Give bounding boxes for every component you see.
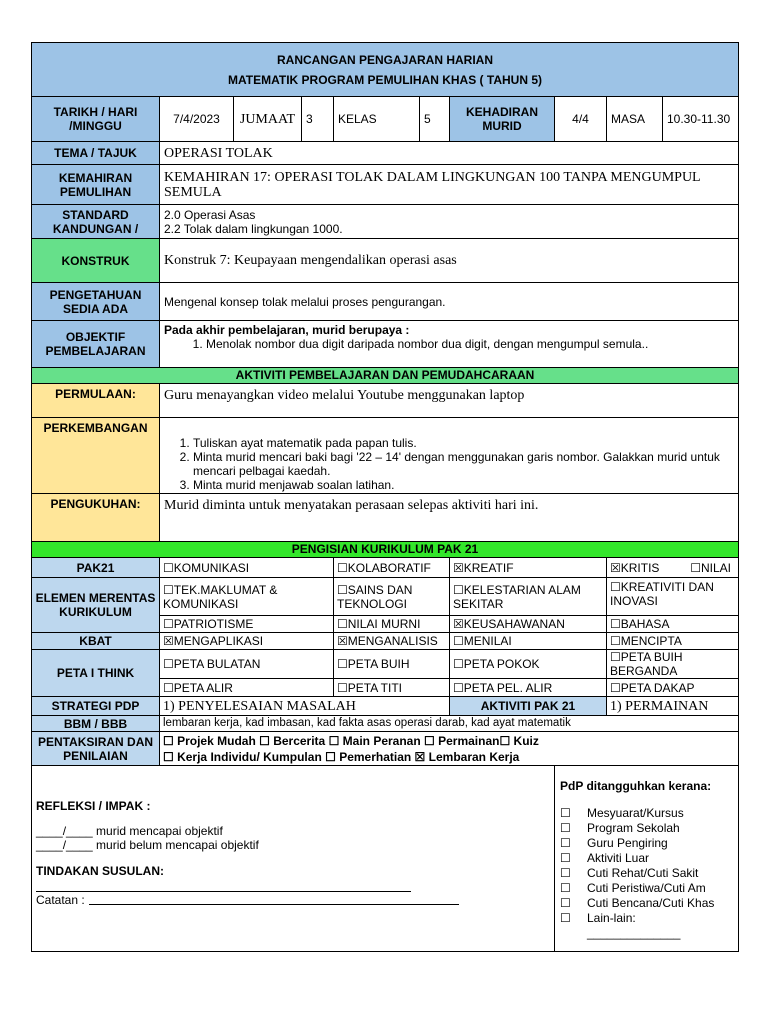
- pak21-nilai[interactable]: ☐NILAI: [690, 560, 732, 575]
- title-line-2: MATEMATIK PROGRAM PEMULIHAN KHAS ( TAHUN 5): [228, 72, 542, 87]
- pak21-komunikasi[interactable]: ☐KOMUNIKASI: [160, 558, 334, 578]
- konstruk-value: Konstruk 7: Keupayaan mengendalikan operasi asas: [160, 239, 739, 283]
- hari-value: JUMAAT: [234, 97, 302, 142]
- aktiviti-header: AKTIVITI PEMBELAJARAN DAN PEMUDAHCARAAN: [32, 368, 739, 384]
- peta-pokok[interactable]: ☐PETA POKOK: [450, 650, 607, 679]
- perkembangan-item: 2. Minta murid mencari baki bagi '22 – 14' dengan menggunakan garis nombor. Galakkan murid untuk mencari pelbagai kaedah.: [193, 450, 734, 478]
- pengetahuan-label: PENGETAHUAN SEDIA ADA: [32, 283, 160, 321]
- kbat-mencipta[interactable]: ☐MENCIPTA: [607, 633, 739, 650]
- pdp-item[interactable]: [560, 866, 733, 881]
- pdp-item-label: Lain-lain:: [587, 911, 636, 925]
- objektif-item: 1. Menolak nombor dua digit daripada nombor dua digit, dengan mengumpul semula..: [206, 337, 734, 351]
- kbat-mengaplikasi[interactable]: ☒MENGAPLIKASI: [160, 633, 334, 650]
- refleksi-cell: [32, 766, 555, 952]
- kbat-label: KBAT: [32, 633, 160, 650]
- pdp-item[interactable]: [560, 851, 733, 866]
- title-cell: [32, 43, 739, 97]
- emk-sains[interactable]: ☐SAINS DAN TEKNOLOGI: [334, 578, 450, 616]
- pdp-checkbox[interactable]: ☐: [560, 896, 571, 910]
- pdp-item-label: Cuti Bencana/Cuti Khas: [587, 896, 715, 910]
- pdp-item-label: Guru Pengiring: [587, 836, 668, 850]
- pdp-item[interactable]: [560, 881, 733, 896]
- pdp-blank[interactable]: ______________: [587, 926, 681, 940]
- pdp-item-label: Aktiviti Luar: [587, 851, 650, 865]
- pdp-list: [560, 806, 733, 941]
- pdp-item-label: Mesyuarat/Kursus: [587, 806, 684, 820]
- perkembangan-item: 3. Minta murid menjawab soalan latihan.: [193, 478, 734, 492]
- emk-keusahawanan[interactable]: ☒KEUSAHAWANAN: [450, 616, 607, 633]
- tema-label: TEMA / TAJUK: [32, 142, 160, 165]
- emk-bahasa[interactable]: ☐BAHASA: [607, 616, 739, 633]
- kelas-label: KELAS: [334, 97, 420, 142]
- pdp-checkbox[interactable]: ☐: [560, 881, 571, 895]
- refleksi-line-2: ____/____ murid belum mencapai objektif: [36, 838, 259, 852]
- pdp-item[interactable]: [560, 836, 733, 851]
- masa-value: 10.30-11.30: [663, 97, 739, 142]
- kemahiran-label: KEMAHIRAN PEMULIHAN: [32, 165, 160, 205]
- pdp-checkbox[interactable]: ☐: [560, 806, 571, 820]
- pdp-title: PdP ditangguhkan kerana:: [560, 779, 712, 793]
- pdp-item[interactable]: [560, 821, 733, 836]
- tema-value: OPERASI TOLAK: [160, 142, 739, 165]
- konstruk-label: KONSTRUK: [32, 239, 160, 283]
- permulaan-value: Guru menayangkan video melalui Youtube menggunakan laptop: [160, 384, 739, 418]
- pdp-checkbox[interactable]: ☐: [560, 821, 571, 835]
- lesson-plan-table: [31, 42, 739, 952]
- objektif-label: OBJEKTIF PEMBELAJARAN: [32, 321, 160, 368]
- tindakan-line[interactable]: [36, 878, 411, 892]
- title-line-1: RANCANGAN PENGAJARAN HARIAN: [277, 52, 494, 67]
- kemahiran-value: KEMAHIRAN 17: OPERASI TOLAK DALAM LINGKUNGAN 100 TANPA MENGUMPUL SEMULA: [160, 165, 739, 205]
- pdp-checkbox[interactable]: ☐: [560, 836, 571, 850]
- pak21-label: PAK21: [32, 558, 160, 578]
- pentaksiran-value: [160, 732, 739, 766]
- pdp-checkbox[interactable]: ☐: [560, 866, 571, 880]
- peta-bulatan[interactable]: ☐PETA BULATAN: [160, 650, 334, 679]
- perkembangan-list: [164, 436, 734, 492]
- pdp-checkbox[interactable]: ☐: [560, 911, 571, 925]
- pak21-kritis[interactable]: ☒KRITIS: [610, 560, 660, 575]
- pentaksiran-line-2: ☐ Kerja Individu/ Kumpulan ☐ Pemerhatian ☒ Lembaran Kerja: [163, 749, 520, 764]
- pdp-blank-row: [560, 926, 733, 941]
- standard-label: STANDARD KANDUNGAN /: [32, 205, 160, 239]
- pdp-cell: [555, 766, 739, 952]
- kelas-value: 5: [420, 97, 450, 142]
- aktiviti-pak21-value: 1) PERMAINAN: [607, 697, 739, 716]
- emk-patriotisme[interactable]: ☐PATRIOTISME: [160, 616, 334, 633]
- strategi-value: 1) PENYELESAIAN MASALAH: [160, 697, 450, 716]
- kurikulum-header: PENGISIAN KURIKULUM PAK 21: [32, 542, 739, 558]
- pdp-item[interactable]: [560, 911, 733, 926]
- kehadiran-value: 4/4: [555, 97, 607, 142]
- pak21-kritis-nilai: [607, 558, 739, 578]
- masa-label: MASA: [607, 97, 663, 142]
- emk-nilai-murni[interactable]: ☐NILAI MURNI: [334, 616, 450, 633]
- pentaksiran-label: PENTAKSIRAN DAN PENILAIAN: [32, 732, 160, 766]
- aktiviti-pak21-label: AKTIVITI PAK 21: [450, 697, 607, 716]
- catatan-label: Catatan :: [36, 893, 85, 907]
- perkembangan-value: [160, 418, 739, 494]
- pdp-checkbox[interactable]: ☐: [560, 851, 571, 865]
- catatan-row: [36, 892, 550, 907]
- bbm-value: lembaran kerja, kad imbasan, kad fakta asas operasi darab, kad ayat matematik: [160, 716, 739, 732]
- peta-dakap[interactable]: ☐PETA DAKAP: [607, 679, 739, 697]
- peta-pel-alir[interactable]: ☐PETA PEL. ALIR: [450, 679, 607, 697]
- standard-line-1: 2.0 Operasi Asas: [164, 207, 256, 222]
- kbat-menilai[interactable]: ☐MENILAI: [450, 633, 607, 650]
- peta-label: PETA I THINK: [32, 650, 160, 697]
- perkembangan-label: PERKEMBANGAN: [32, 418, 160, 494]
- strategi-label: STRATEGI PDP: [32, 697, 160, 716]
- refleksi-line-1: ____/____ murid mencapai objektif: [36, 824, 223, 838]
- emk-tmk[interactable]: ☐TEK.MAKLUMAT & KOMUNIKASI: [160, 578, 334, 616]
- pdp-item[interactable]: [560, 806, 733, 821]
- minggu-value: 3: [302, 97, 334, 142]
- pak21-kreatif[interactable]: ☒KREATIF: [450, 558, 607, 578]
- pdp-item[interactable]: [560, 896, 733, 911]
- refleksi-label: REFLEKSI / IMPAK :: [36, 799, 151, 813]
- tarikh-value: 7/4/2023: [160, 97, 234, 142]
- pdp-item-label: Cuti Peristiwa/Cuti Am: [587, 881, 706, 895]
- pengukuhan-label: PENGUKUHAN:: [32, 494, 160, 542]
- tindakan-label: TINDAKAN SUSULAN:: [36, 864, 164, 878]
- emk-kelestarian[interactable]: ☐KELESTARIAN ALAM SEKITAR: [450, 578, 607, 616]
- standard-line-2: 2.2 Tolak dalam lingkungan 1000.: [164, 221, 343, 236]
- kbat-menganalisis[interactable]: ☒MENGANALISIS: [334, 633, 450, 650]
- objektif-list: [164, 337, 734, 351]
- bbm-label: BBM / BBB: [32, 716, 160, 732]
- objektif-value: [160, 321, 739, 368]
- peta-buih-berganda[interactable]: ☐PETA BUIH BERGANDA: [607, 650, 739, 679]
- lesson-plan-sheet: [31, 42, 738, 952]
- pak21-kolaboratif[interactable]: ☐KOLABORATIF: [334, 558, 450, 578]
- objektif-intro: Pada akhir pembelajaran, murid berupaya :: [164, 323, 410, 337]
- standard-value: [160, 205, 739, 239]
- kehadiran-label: KEHADIRAN MURID: [450, 97, 555, 142]
- emk-kreativiti[interactable]: ☐KREATIVITI DAN INOVASI: [607, 578, 739, 616]
- emk-label: ELEMEN MERENTAS KURIKULUM: [32, 578, 160, 633]
- tarikh-label: TARIKH / HARI /MINGGU: [32, 97, 160, 142]
- peta-alir[interactable]: ☐PETA ALIR: [160, 679, 334, 697]
- perkembangan-item: 1. Tuliskan ayat matematik pada papan tulis.: [193, 436, 734, 450]
- pdp-item-label: Program Sekolah: [587, 821, 680, 835]
- pdp-item-label: Cuti Rehat/Cuti Sakit: [587, 866, 699, 880]
- pengukuhan-value: Murid diminta untuk menyatakan perasaan selepas aktiviti hari ini.: [160, 494, 739, 542]
- peta-titi[interactable]: ☐PETA TITI: [334, 679, 450, 697]
- permulaan-label: PERMULAAN:: [32, 384, 160, 418]
- peta-buih[interactable]: ☐PETA BUIH: [334, 650, 450, 679]
- pengetahuan-value: Mengenal konsep tolak melalui proses pengurangan.: [160, 283, 739, 321]
- pentaksiran-line-1: ☐ Projek Mudah ☐ Bercerita ☐ Main Peranan ☐ Permainan☐ Kuiz: [163, 733, 539, 748]
- catatan-line[interactable]: [89, 892, 459, 905]
